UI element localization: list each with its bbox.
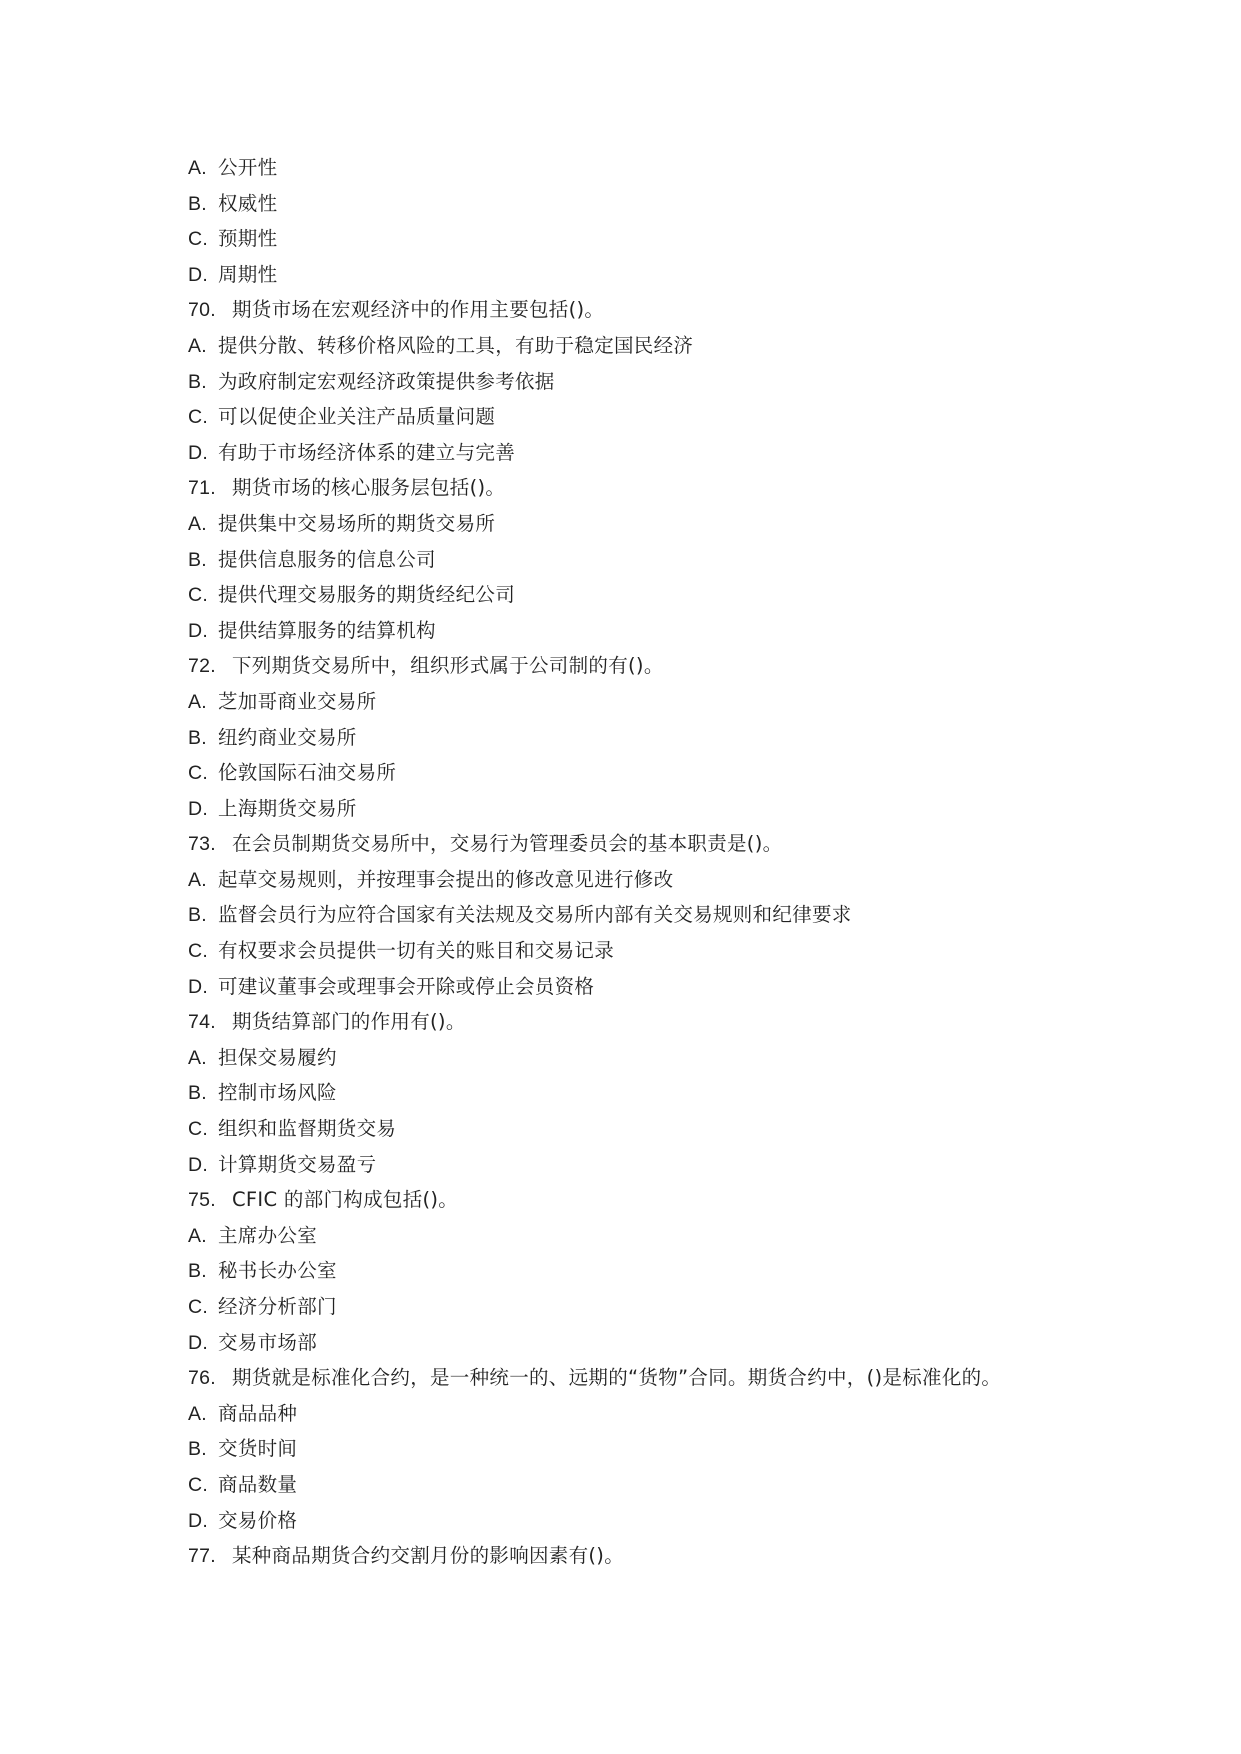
question-text: 期货市场的核心服务层包括()。	[232, 476, 506, 500]
option-letter: D.	[188, 1153, 209, 1176]
option-letter: A.	[188, 157, 208, 179]
option-letter: C.	[188, 940, 209, 963]
option-letter: D.	[188, 797, 209, 820]
option-text: 伦敦国际石油交易所	[218, 761, 397, 785]
question-number: 75.	[188, 1189, 217, 1212]
option-text: 可以促使企业关注产品质量问题	[218, 405, 496, 429]
question-number: 74.	[188, 1011, 217, 1034]
answer-option	[188, 1325, 1188, 1361]
answer-option	[188, 1431, 1188, 1467]
answer-option	[188, 1253, 1188, 1289]
option-text: 预期性	[218, 227, 278, 251]
answer-option	[188, 755, 1188, 791]
option-letter: B.	[188, 370, 208, 393]
option-text: 计算期货交易盈亏	[218, 1152, 377, 1176]
option-letter: D.	[188, 619, 209, 642]
option-text: 交易价格	[218, 1508, 298, 1532]
option-letter: D.	[188, 263, 209, 286]
answer-option	[188, 969, 1188, 1005]
option-letter: C.	[188, 228, 209, 251]
answer-option	[188, 506, 1188, 542]
answer-option	[188, 1503, 1188, 1539]
option-letter: B.	[188, 904, 208, 927]
option-text: 权威性	[218, 191, 278, 215]
answer-option	[188, 1111, 1188, 1147]
option-text: 提供集中交易场所的期货交易所	[218, 511, 496, 535]
answer-option	[188, 150, 1188, 186]
answer-option	[188, 1467, 1188, 1503]
answer-option	[188, 791, 1188, 827]
question-number: 70.	[188, 299, 217, 322]
question-text: 期货结算部门的作用有()。	[232, 1010, 466, 1034]
answer-option	[188, 1218, 1188, 1254]
option-text: 经济分析部门	[218, 1295, 337, 1318]
option-text: 提供代理交易服务的期货经纪公司	[218, 583, 516, 607]
option-letter: A.	[188, 868, 208, 891]
option-text: 秘书长办公室	[218, 1259, 337, 1283]
question-text: 期货市场在宏观经济中的作用主要包括()。	[232, 298, 605, 322]
answer-option	[188, 542, 1188, 578]
option-letter: A.	[188, 690, 208, 713]
answer-option	[188, 1075, 1188, 1111]
question-text: CFIC 的部门构成包括()。	[232, 1188, 459, 1212]
answer-option	[188, 328, 1188, 364]
question-stem	[188, 1182, 1188, 1218]
question-number: 72.	[188, 655, 217, 678]
option-letter: B.	[188, 192, 208, 215]
option-text: 纽约商业交易所	[218, 725, 357, 749]
answer-option	[188, 186, 1188, 222]
option-text: 控制市场风险	[218, 1081, 337, 1105]
answer-option	[188, 1396, 1188, 1432]
question-text: 在会员制期货交易所中，交易行为管理委员会的基本职责是()。	[232, 832, 783, 856]
option-text: 提供结算服务的结算机构	[218, 618, 436, 642]
question-stem	[188, 1538, 1188, 1574]
answer-option	[188, 1289, 1188, 1325]
answer-option	[188, 435, 1188, 471]
question-text: 下列期货交易所中，组织形式属于公司制的有()。	[232, 654, 664, 678]
answer-option	[188, 684, 1188, 720]
answer-option	[188, 364, 1188, 400]
option-letter: A.	[188, 334, 208, 357]
option-letter: A.	[188, 1402, 208, 1425]
option-text: 上海期货交易所	[218, 796, 357, 820]
option-text: 公开性	[218, 156, 278, 179]
question-text: 某种商品期货合约交割月份的影响因素有()。	[232, 1544, 625, 1568]
answer-option	[188, 221, 1188, 257]
option-text: 有助于市场经济体系的建立与完善	[218, 440, 516, 464]
option-text: 为政府制定宏观经济政策提供参考依据	[218, 369, 555, 393]
option-letter: B.	[188, 1438, 208, 1461]
option-letter: C.	[188, 1118, 209, 1141]
answer-option	[188, 577, 1188, 613]
answer-option	[188, 933, 1188, 969]
question-stem	[188, 648, 1188, 684]
option-text: 交易市场部	[218, 1330, 318, 1354]
option-text: 监督会员行为应符合国家有关法规及交易所内部有关交易规则和纪律要求	[218, 903, 852, 927]
option-text: 提供信息服务的信息公司	[218, 547, 436, 571]
option-text: 组织和监督期货交易	[218, 1117, 397, 1141]
option-letter: B.	[188, 1082, 208, 1105]
option-letter: D.	[188, 1509, 209, 1532]
option-text: 商品数量	[218, 1472, 298, 1496]
option-letter: A.	[188, 1046, 208, 1069]
option-text: 芝加哥商业交易所	[218, 689, 377, 713]
option-letter: A.	[188, 512, 208, 535]
answer-option	[188, 257, 1188, 293]
answer-option	[188, 720, 1188, 756]
option-letter: C.	[188, 584, 209, 607]
question-stem	[188, 1360, 1188, 1396]
option-letter: D.	[188, 1331, 209, 1354]
question-stem	[188, 470, 1188, 506]
answer-option	[188, 1147, 1188, 1183]
option-letter: B.	[188, 726, 208, 749]
option-text: 交货时间	[218, 1437, 298, 1461]
option-text: 有权要求会员提供一切有关的账目和交易记录	[218, 939, 615, 963]
question-stem	[188, 1004, 1188, 1040]
option-letter: B.	[188, 1260, 208, 1283]
option-text: 可建议董事会或理事会开除或停止会员资格	[218, 974, 595, 998]
option-letter: B.	[188, 548, 208, 571]
question-stem	[188, 292, 1188, 328]
option-text: 周期性	[218, 262, 278, 286]
answer-option	[188, 613, 1188, 649]
answer-option	[188, 399, 1188, 435]
option-letter: C.	[188, 1473, 209, 1496]
answer-option	[188, 1040, 1188, 1076]
question-number: 76.	[188, 1367, 217, 1390]
question-number: 73.	[188, 833, 217, 856]
question-list	[188, 150, 1188, 1574]
option-letter: D.	[188, 975, 209, 998]
option-letter: C.	[188, 762, 209, 785]
option-letter: C.	[188, 406, 209, 429]
answer-option	[188, 897, 1188, 933]
question-number: 77.	[188, 1545, 217, 1568]
answer-option	[188, 862, 1188, 898]
question-text: 期货就是标准化合约，是一种统一的、远期的“货物”合同。期货合约中，()是标准化的。	[232, 1366, 1002, 1390]
option-letter: D.	[188, 441, 209, 464]
option-text: 担保交易履约	[218, 1045, 337, 1069]
question-stem	[188, 826, 1188, 862]
option-text: 商品品种	[218, 1401, 298, 1425]
option-text: 起草交易规则，并按理事会提出的修改意见进行修改	[218, 867, 674, 891]
option-letter: A.	[188, 1224, 208, 1247]
option-letter: C.	[188, 1296, 209, 1318]
option-text: 主席办公室	[218, 1223, 318, 1247]
option-text: 提供分散、转移价格风险的工具，有助于稳定国民经济	[218, 333, 694, 357]
question-number: 71.	[188, 477, 217, 500]
